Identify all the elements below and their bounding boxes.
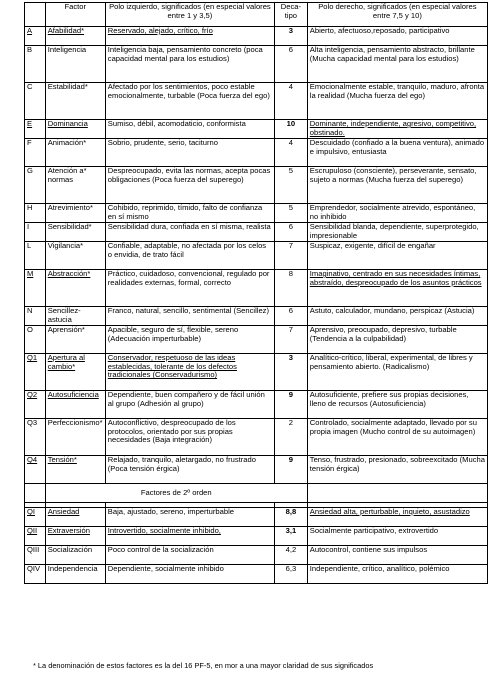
decatipo-value: 6 xyxy=(275,223,308,242)
factor-name: Abstracción* xyxy=(45,270,105,307)
table-row xyxy=(25,546,488,565)
left-pole-text: Sumiso, débil, acomodaticio, conformista xyxy=(105,120,274,139)
factor-code: N xyxy=(25,307,46,326)
right-pole-text: Aprensivo, preocupado, depresivo, turbable (Tendencia a la culpabilidad) xyxy=(307,326,487,354)
left-pole-text: Afectado por los sentimientos, poco estable emocionalmente, turbable (Poca fuerza del ego) xyxy=(105,83,274,120)
factor-code: H xyxy=(25,204,46,223)
table-row xyxy=(25,307,488,326)
factor-code: O xyxy=(25,326,46,354)
right-pole-text: Independiente, crítico, analítico, polémico xyxy=(307,565,487,584)
factor-name: Perfeccionismo* xyxy=(45,419,105,456)
header-right-pole: Polo derecho, significados (en especial valores entre 7,5 y 10) xyxy=(307,3,487,27)
right-pole-text: Alta inteligencia, pensamiento abstracto, brillante (Mucha capacidad mental para los estudios) xyxy=(307,46,487,83)
factor-code: QIV xyxy=(25,565,46,584)
right-pole-text: Abierto, afectuoso,reposado, participativo xyxy=(307,27,487,46)
factors-table xyxy=(24,2,488,584)
factor-name: Extraversión xyxy=(45,527,105,546)
factor-name: Aprensión* xyxy=(45,326,105,354)
personality-factors-table-container xyxy=(24,2,488,584)
right-pole-text: Autosuficiente, prefiere sus propias decisiones, lleno de recursos (Autosuficiencia) xyxy=(307,391,487,419)
factor-code: F xyxy=(25,139,46,167)
table-row xyxy=(25,391,488,419)
header-code xyxy=(25,3,46,27)
header-decatipo: Deca-tipo xyxy=(275,3,308,27)
factor-code: QII xyxy=(25,527,46,546)
right-pole-text: Analítico-crítico, liberal, experimental, de libres y pensamiento abierto. (Radicalismo) xyxy=(307,354,487,391)
table-header-row xyxy=(25,3,488,27)
header-factor: Factor xyxy=(45,3,105,27)
left-pole-text: Autoconflictivo, despreocupado de los protocolos, orientado por sus propias necesidades (Baja integración) xyxy=(105,419,274,456)
decatipo-value: 4 xyxy=(275,139,308,167)
factor-code: B xyxy=(25,46,46,83)
right-pole-text: Emocionalmente estable, tranquilo, maduro, afronta la realidad (Mucha fuerza del ego) xyxy=(307,83,487,120)
factor-code: QI xyxy=(25,508,46,527)
factor-code: M xyxy=(25,270,46,307)
table-row xyxy=(25,204,488,223)
table-row xyxy=(25,326,488,354)
right-pole-text: Ansiedad alta, perturbable, inquieto, asustadizo xyxy=(307,508,487,527)
right-pole-text: Controlado, socialmente adaptado, llevado por su propia imagen (Mucho control de su autoimagen) xyxy=(307,419,487,456)
table-row xyxy=(25,46,488,83)
left-pole-text: Sensibilidad dura, confiada en sí misma, realista xyxy=(105,223,274,242)
left-pole-text: Reservado, alejado, crítico, frío xyxy=(105,27,274,46)
decatipo-value: 9 xyxy=(275,456,308,484)
factor-code: A xyxy=(25,27,46,46)
factor-code: I xyxy=(25,223,46,242)
table-row xyxy=(25,565,488,584)
factor-name: Atrevimiento* xyxy=(45,204,105,223)
table-row xyxy=(25,270,488,307)
first-order-factors xyxy=(25,27,488,484)
factor-name: Animación* xyxy=(45,139,105,167)
left-pole-text: Poco control de la socialización xyxy=(105,546,274,565)
table-row xyxy=(25,354,488,391)
decatipo-value: 10 xyxy=(275,120,308,139)
factor-code: Q4 xyxy=(25,456,46,484)
decatipo-value: 7 xyxy=(275,242,308,270)
factor-name: Tensión* xyxy=(45,456,105,484)
right-pole-text: Autocontrol, contiene sus impulsos xyxy=(307,546,487,565)
second-order-title: Factores de 2º orden xyxy=(45,484,307,503)
factor-name: Ansiedad xyxy=(45,508,105,527)
factor-code: E xyxy=(25,120,46,139)
table-row xyxy=(25,223,488,242)
factor-name: Socialización xyxy=(45,546,105,565)
decatipo-value: 6 xyxy=(275,307,308,326)
right-pole-text: Escrupuloso (consciente), perseverante, sensato, sujeto a normas (Mucha fuerza del superego) xyxy=(307,167,487,204)
right-pole-text: Descuidado (confiado a la buena ventura), animado e impulsivo, entusiasta xyxy=(307,139,487,167)
left-pole-text: Despreocupado, evita las normas, acepta pocas obligaciones (Poca fuerza del superego) xyxy=(105,167,274,204)
factor-code: Q3 xyxy=(25,419,46,456)
left-pole-text: Inteligencia baja, pensamiento concreto (poca capacidad mental para los estudios) xyxy=(105,46,274,83)
footnote: * La denominación de estos factores es la del 16 PF-5, en mor a una mayor claridad de sus significados xyxy=(33,661,374,670)
left-pole-text: Conservador, respetuoso de las ideas establecidas, tolerante de los defectos tradicionales (Conservadurismo) xyxy=(105,354,274,391)
table-row xyxy=(25,27,488,46)
right-pole-text: Astuto, calculador, mundano, perspicaz (Astucia) xyxy=(307,307,487,326)
right-pole-text: Suspicaz, exigente, difícil de engañar xyxy=(307,242,487,270)
factor-name: Apertura al cambio* xyxy=(45,354,105,391)
factor-code: QIII xyxy=(25,546,46,565)
right-pole-text: Socialmente participativo, extrovertido xyxy=(307,527,487,546)
table-row xyxy=(25,242,488,270)
factor-name: Inteligencia xyxy=(45,46,105,83)
right-pole-text: Imaginativo, centrado en sus necesidades íntimas, abstraído, despreocupado de los asuntos prácticos xyxy=(307,270,487,307)
factor-code: Q2 xyxy=(25,391,46,419)
factor-name: Independencia xyxy=(45,565,105,584)
decatipo-value: 6 xyxy=(275,46,308,83)
left-pole-text: Práctico, cuidadoso, convencional, regulado por realidades externas, formal, correcto xyxy=(105,270,274,307)
factor-name: Afabilidad* xyxy=(45,27,105,46)
factor-name: Autosuficiencia xyxy=(45,391,105,419)
decatipo-value: 7 xyxy=(275,326,308,354)
left-pole-text: Relajado, tranquilo, aletargado, no frustrado (Poca tensión érgica) xyxy=(105,456,274,484)
decatipo-value: 4,2 xyxy=(275,546,308,565)
table-row xyxy=(25,139,488,167)
factor-code: C xyxy=(25,83,46,120)
section-title-row xyxy=(25,484,488,503)
left-pole-text: Cohibido, reprimido, tímido, falto de confianza en sí mismo xyxy=(105,204,274,223)
right-pole-text: Emprendedor, socialmente atrevido, espontáneo, no inhibido xyxy=(307,204,487,223)
second-order-factors xyxy=(25,508,488,584)
table-row xyxy=(25,120,488,139)
factor-name: Vigilancia* xyxy=(45,242,105,270)
decatipo-value: 4 xyxy=(275,83,308,120)
table-row xyxy=(25,167,488,204)
left-pole-text: Franco, natural, sencillo, sentimental (Sencillez) xyxy=(105,307,274,326)
left-pole-text: Dependiente, buen compañero y de fácil unión al grupo (Adhesión al grupo) xyxy=(105,391,274,419)
decatipo-value: 6,3 xyxy=(275,565,308,584)
right-pole-text: Dominante, independiente, agresivo, competitivo, obstinado. xyxy=(307,120,487,139)
decatipo-value: 3 xyxy=(275,27,308,46)
left-pole-text: Dependiente, socialmente inhibido xyxy=(105,565,274,584)
decatipo-value: 8,8 xyxy=(275,508,308,527)
factor-name: Dominancia xyxy=(45,120,105,139)
right-pole-text: Tenso, frustrado, presionado, sobreexcitado (Mucha tensión érgica) xyxy=(307,456,487,484)
left-pole-text: Baja, ajustado, sereno, imperturbable xyxy=(105,508,274,527)
decatipo-value: 9 xyxy=(275,391,308,419)
table-row xyxy=(25,527,488,546)
table-row xyxy=(25,419,488,456)
table-row xyxy=(25,456,488,484)
factor-code: L xyxy=(25,242,46,270)
factor-name: Sensibilidad* xyxy=(45,223,105,242)
decatipo-value: 3 xyxy=(275,354,308,391)
second-order-section xyxy=(25,484,488,508)
decatipo-value: 5 xyxy=(275,167,308,204)
table-row xyxy=(25,508,488,527)
header-left-pole: Polo izquierdo, significados (en especial valores entre 1 y 3,5) xyxy=(105,3,274,27)
left-pole-text: Confiable, adaptable, no afectada por los celos o envidia, de trato fácil xyxy=(105,242,274,270)
factor-code: G xyxy=(25,167,46,204)
left-pole-text: Sobrio, prudente, serio, taciturno xyxy=(105,139,274,167)
decatipo-value: 3,1 xyxy=(275,527,308,546)
right-pole-text: Sensibilidad blanda, dependiente, superprotegido, impresionable xyxy=(307,223,487,242)
left-pole-text: Introvertido, socialmente inhibido, xyxy=(105,527,274,546)
decatipo-value: 2 xyxy=(275,419,308,456)
left-pole-text: Apacible, seguro de sí, flexible, sereno (Adecuación imperturbable) xyxy=(105,326,274,354)
table-row xyxy=(25,83,488,120)
factor-code: Q1 xyxy=(25,354,46,391)
decatipo-value: 5 xyxy=(275,204,308,223)
factor-name: Sencillez-astucia xyxy=(45,307,105,326)
decatipo-value: 8 xyxy=(275,270,308,307)
factor-name: Estabilidad* xyxy=(45,83,105,120)
factor-name: Atención a* normas xyxy=(45,167,105,204)
